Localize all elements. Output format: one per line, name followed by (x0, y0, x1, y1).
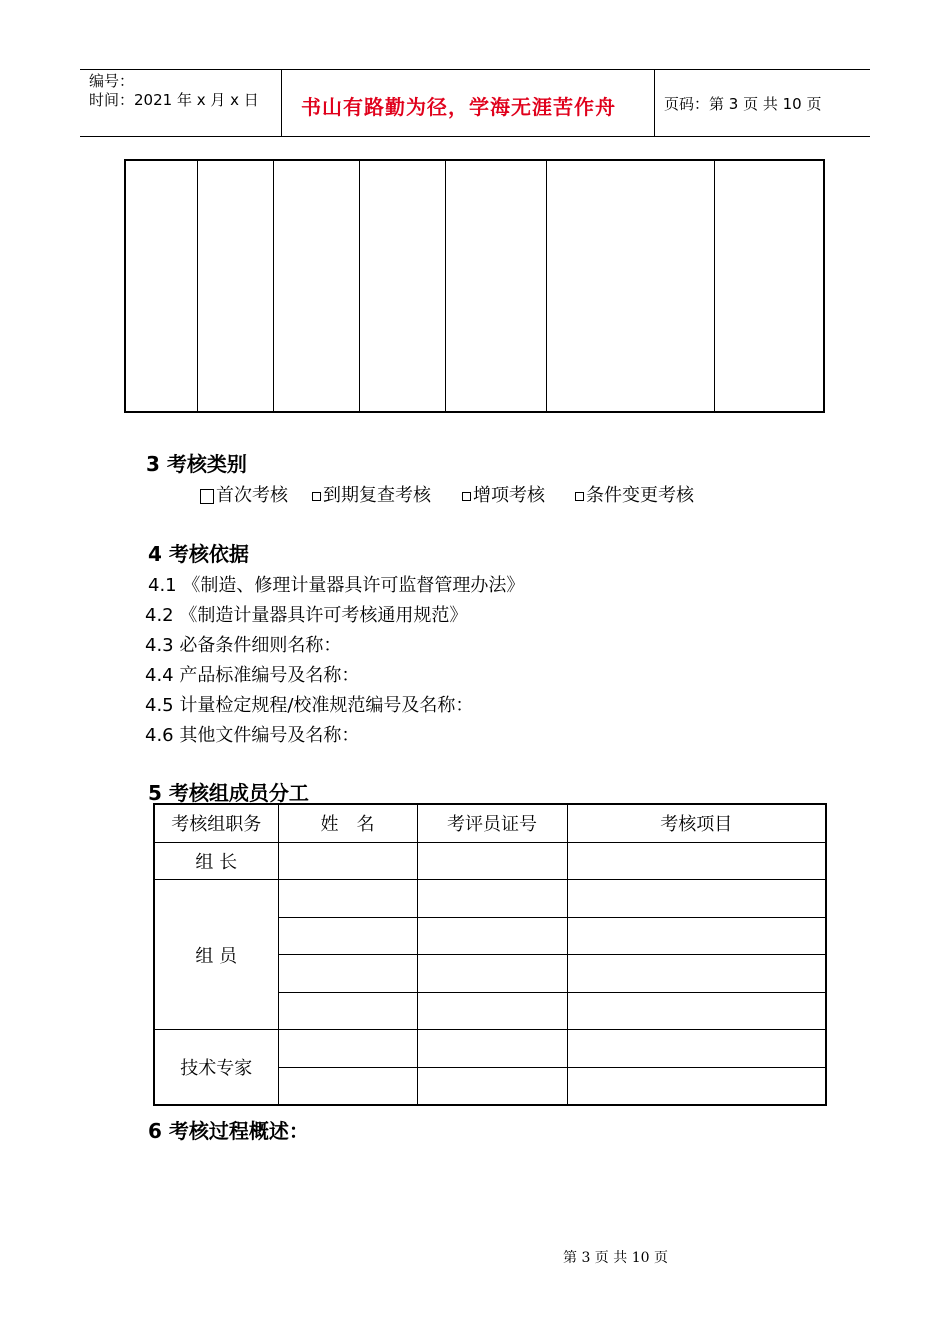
checkbox-icon[interactable] (312, 492, 321, 501)
basis-item: 4.2 《制造计量器具许可考核通用规范》 (145, 605, 468, 626)
certificate-input-cell[interactable] (417, 842, 567, 880)
basis-item: 4.5 计量检定规程/校准规范编号及名称： (145, 695, 474, 716)
certificate-input-cell[interactable] (417, 1030, 567, 1068)
assessment-type-option[interactable] (575, 481, 694, 507)
header-bottom-rule (80, 136, 870, 137)
table-row (154, 1030, 826, 1068)
column-header: 考核组职务 (154, 804, 278, 842)
basis-item: 4.1 《制造、修理计量器具许可监督管理办法》 (148, 575, 525, 596)
certificate-input-cell[interactable] (417, 917, 567, 955)
team-members-table (153, 803, 827, 1106)
checkbox-icon[interactable] (575, 492, 584, 501)
assessment-type-option[interactable] (312, 481, 431, 507)
role-cell-leader: 组 长 (154, 842, 278, 880)
name-input-cell[interactable] (278, 1030, 417, 1068)
footer-page-number: 第 3 页 共 10 页 (563, 1250, 668, 1266)
item-input-cell[interactable] (567, 955, 826, 993)
name-input-cell[interactable] (278, 1067, 417, 1105)
table-row (154, 842, 826, 880)
certificate-input-cell[interactable] (417, 880, 567, 918)
name-input-cell[interactable] (278, 917, 417, 955)
checkbox-icon[interactable] (462, 492, 471, 501)
name-input-cell[interactable] (278, 992, 417, 1030)
section-3-title: 3 考核类别 (146, 452, 247, 476)
option-label: 到期复查考核 (323, 485, 431, 506)
item-input-cell[interactable] (567, 1067, 826, 1105)
basis-item: 4.3 必备条件细则名称： (145, 635, 342, 656)
section-5-title: 5 考核组成员分工 (148, 781, 309, 805)
header-motto: 书山有路勤为径，学海无涯苦作舟 (301, 95, 616, 119)
role-cell-expert: 技术专家 (154, 1030, 278, 1106)
section-4-title: 4 考核依据 (148, 542, 249, 566)
table-header-row (154, 804, 826, 842)
option-label: 首次考核 (216, 485, 288, 506)
header-top-rule (80, 69, 870, 70)
certificate-input-cell[interactable] (417, 955, 567, 993)
option-label: 条件变更考核 (586, 485, 694, 506)
blank-table-column-divider (273, 161, 274, 411)
section-6-title: 6 考核过程概述： (148, 1119, 309, 1143)
column-header: 姓 名 (278, 804, 417, 842)
item-input-cell[interactable] (567, 880, 826, 918)
name-input-cell[interactable] (278, 955, 417, 993)
blank-table-column-divider (546, 161, 547, 411)
document-number-label: 编号： (89, 72, 135, 90)
assessment-type-option[interactable] (200, 481, 288, 507)
column-header: 考评员证号 (417, 804, 567, 842)
header-page-info: 页码：第 3 页 共 10 页 (664, 95, 822, 113)
column-header: 考核项目 (567, 804, 826, 842)
blank-table-column-divider (445, 161, 446, 411)
assessment-type-option[interactable] (462, 481, 545, 507)
blank-table-column-divider (714, 161, 715, 411)
blank-table (124, 159, 825, 413)
certificate-input-cell[interactable] (417, 992, 567, 1030)
name-input-cell[interactable] (278, 842, 417, 880)
certificate-input-cell[interactable] (417, 1067, 567, 1105)
table-row (154, 880, 826, 918)
header-divider-left (281, 69, 282, 136)
name-input-cell[interactable] (278, 880, 417, 918)
header-divider-right (654, 69, 655, 136)
item-input-cell[interactable] (567, 917, 826, 955)
item-input-cell[interactable] (567, 992, 826, 1030)
item-input-cell[interactable] (567, 842, 826, 880)
role-cell-member: 组 员 (154, 880, 278, 1030)
document-time-label: 时间：2021 年 x 月 x 日 (89, 91, 259, 109)
blank-table-column-divider (359, 161, 360, 411)
basis-item: 4.4 产品标准编号及名称： (145, 665, 360, 686)
option-label: 增项考核 (473, 485, 545, 506)
checkbox-icon[interactable] (200, 489, 214, 504)
item-input-cell[interactable] (567, 1030, 826, 1068)
blank-table-column-divider (197, 161, 198, 411)
basis-item: 4.6 其他文件编号及名称： (145, 725, 360, 746)
